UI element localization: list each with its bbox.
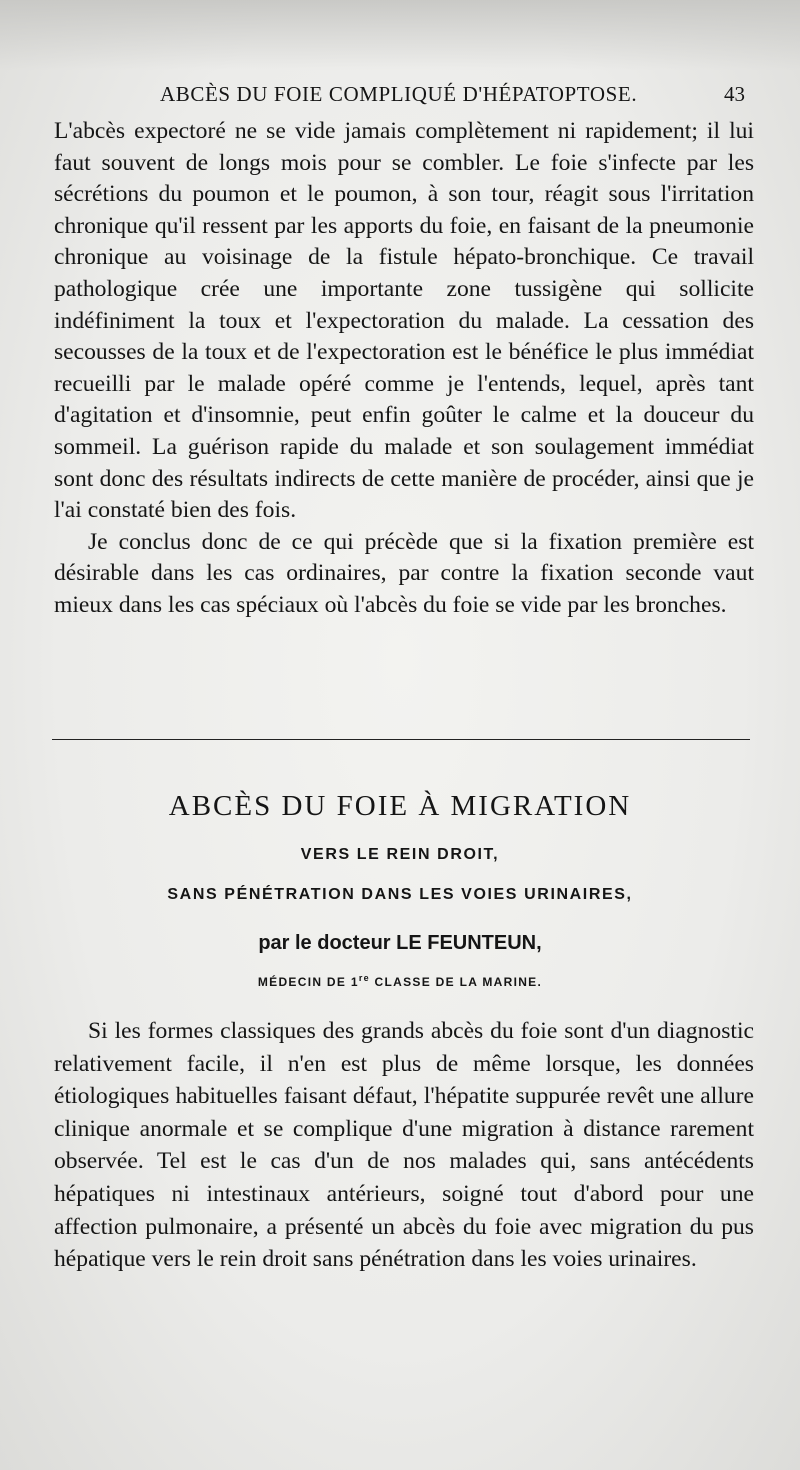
article-text	[54, 1015, 754, 1276]
running-head-title: ABCÈS DU FOIE COMPLIQUÉ D'HÉPATOPTOSE.	[160, 82, 638, 106]
article-subtitle: SANS PÉNÉTRATION DANS LES VOIES URINAIRES,	[167, 886, 633, 903]
page-top-shadow	[0, 0, 800, 70]
article-title: ABCÈS DU FOIE À MIGRATION	[168, 790, 632, 822]
article-subtitle: VERS LE REIN DROIT,	[300, 846, 500, 863]
previous-article-text	[54, 116, 754, 622]
author-affiliation	[0, 973, 800, 989]
section-divider	[52, 739, 750, 740]
affiliation-prefix: MÉDECIN DE 1	[257, 975, 359, 989]
author-byline: par le docteur LE FEUNTEUN,	[258, 932, 542, 954]
running-head	[0, 82, 800, 112]
paragraph: Je conclus donc de ce qui précède que si la fixation première est désirable dans les cas ordinaires, par contre la fixation seconde vaut mieux dans les cas spéciaux où l'abcès du foie se vide par les bronches.	[54, 528, 754, 618]
affiliation-ordinal: re	[358, 973, 370, 983]
affiliation-suffix: CLASSE DE LA MARINE.	[369, 975, 543, 989]
paragraph: Si les formes classiques des grands abcès du foie sont d'un diagnostic relativement facile, il n'en est plus de même lorsque, les données étiologiques habituelles faisant défaut, l'hépatite suppurée revêt une allure clinique anormale et se complique d'une migration à distance rarement observée. Tel est le cas d'un de nos malades qui, sans antécédents hépatiques ni intestinaux antérieurs, soigné tout d'abord pour une affection pulmonaire, a présenté un abcès du foie avec migration du pus hépatique vers le rein droit sans pénétration dans les voies urinaires.	[54, 1018, 754, 1273]
paragraph: L'abcès expectoré ne se vide jamais complètement ni rapidement; il lui faut souvent de longs mois pour se combler. Le foie s'infecte par les sécrétions du poumon et le poumon, à son tour, réagit sous l'irritation chronique qu'il ressent par les apports du foie, en faisant de la pneumonie chronique au voisinage de la fistule hépato-bronchique. Ce travail pathologique crée une importante zone tussigène qui sollicite indéfiniment la toux et l'expectoration du malade. La cessation des secousses de la toux et de l'expectoration est le bénéfice le plus immédiat recueilli par le malade opéré comme je l'entends, lequel, après tant d'agitation et d'insomnie, peut enfin goûter le calme et la douceur du sommeil. La guérison rapide du malade et son soulagement immédiat sont donc des résultats indirects de cette manière de procéder, ainsi que je l'ai constaté bien des fois.	[54, 118, 754, 524]
page-number: 43	[724, 82, 745, 106]
